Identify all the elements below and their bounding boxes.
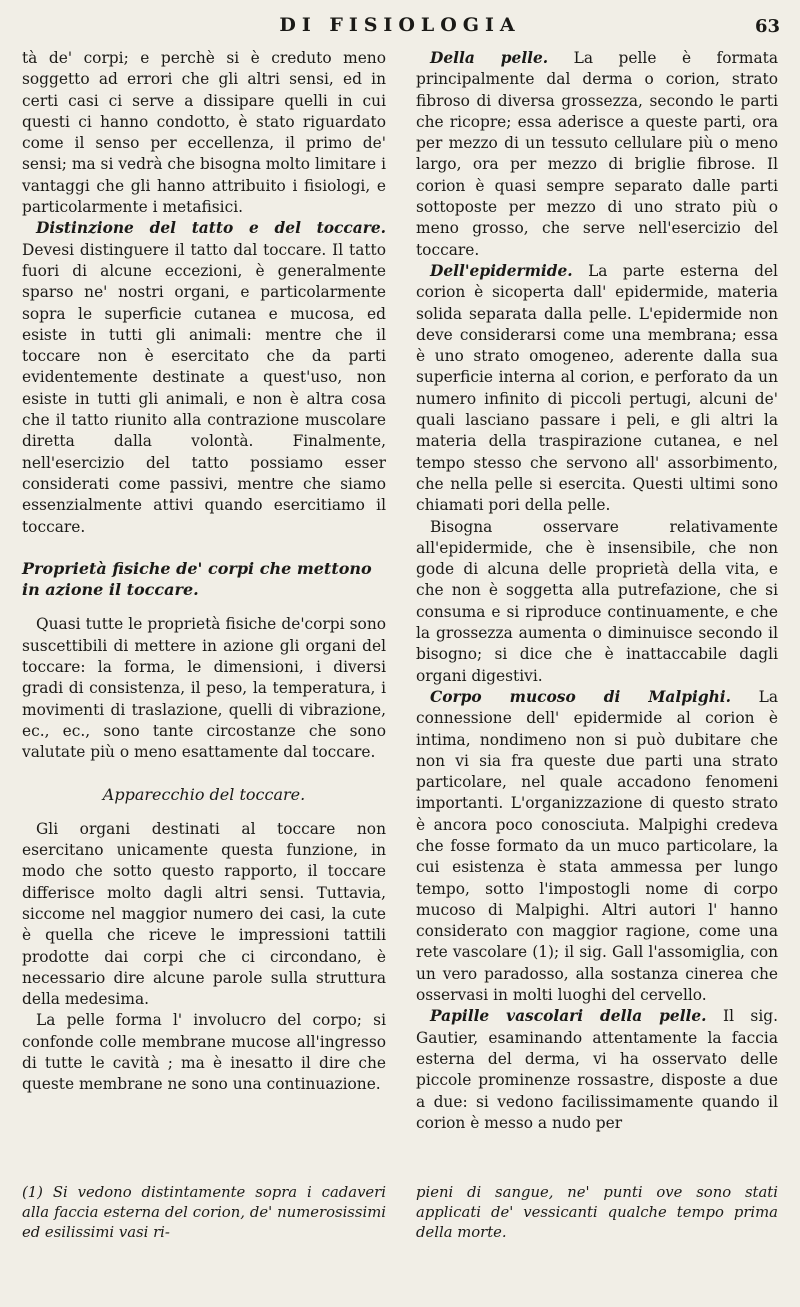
- right-column: [416, 48, 778, 1134]
- subheading: Papille vascolari della pelle.: [430, 1007, 707, 1026]
- paragraph: La pelle forma l' involucro del corpo; si confonde colle membrane mucose all'ingresso di tutte le cavità ; ma è inesatto il dire che queste membrane ne sono una continuazione.: [22, 1011, 386, 1094]
- page-number: 63: [754, 16, 780, 37]
- paragraph-text: Devesi distinguere il tatto dal toccare. Il tatto fuori di alcune eccezioni, è generalmente sparso ne' nostri organi, e particolarmente sopra le superficie cutanea e mucosa, ed esiste in tutti gli animali: mentre che il toccare non è esercitato che da parti evidentemente destinate a quest'uso, non esiste in tutti gli animali, e non è altra cosa che il tatto riunito alla contrazione muscolare diretta dalla volontà. Finalmente, nell'esercizio del tatto possiamo esser considerati come passivi, mentre che siamo essenzialmente attivi quando esercitiamo il toccare.: [22, 240, 386, 536]
- running-header: [0, 8, 800, 42]
- paragraph: Bisogna osservare relativamente all'epidermide, che è insensibile, che non gode di alcuna delle proprietà della vita, e che non è soggetta alla putrefazione, che si consuma e si riproduce continuamente, e che la grossezza aumenta o diminuisce secondo il bisogno; si dice che è inattaccabile dagli organi digestivi.: [416, 517, 778, 685]
- footnote-continued: pieni di sangue, ne' punti ove sono stati applicati de' vessicanti qualche tempo prima della morte.: [416, 1184, 778, 1241]
- paragraph: [416, 687, 778, 1006]
- paragraph-text: Il sig. Gautier, esaminando attentamente la faccia esterna del derma, vi ha osservato delle piccole prominenze rossastre, disposte a due a due: si vedono facilissimamente quando il corion è messo a nudo per: [416, 1007, 778, 1132]
- section-heading: Apparecchio del toccare.: [102, 784, 306, 804]
- left-column: [22, 48, 386, 1096]
- paragraph: tà de' corpi; e perchè si è creduto meno soggetto ad errori che gli altri sensi, ed in certi casi ci serve a dissipare quelli in cui questi ci hanno condotto, è stato riguardato come il senso per eccellenza, il primo de' sensi; ma si vedrà che bisogna molto limitare i vantaggi che gli hanno attribuito i fisiologi, e particolarmente i metafisici.: [22, 49, 386, 217]
- paragraph: [416, 261, 778, 517]
- paragraph-text: La pelle è formata principalmente dal derma o corion, strato fibroso di diversa grossezza, secondo le parti che ricopre; essa aderisce a queste parti, ora per mezzo di un tessuto cellulare più o meno largo, ora per mezzo di briglie fibrose. Il corion è quasi sempre separato dalle parti sottoposte per mezzo di uno strato più o meno grosso, che serve nell'esercizio del toccare.: [416, 49, 778, 259]
- subheading: Distinzione del tatto e del toccare.: [36, 219, 386, 238]
- paragraph-text: La parte esterna del corion è sicoperta dall' epidermide, materia solida separata dalla pelle. L'epidermide non deve considerarsi come una membrana; essa è uno strato omogeneo, aderente dalla sua superficie interna al corion, e perforato da un numero infinito di piccoli pertugi, alcuni de' quali lasciano passare i peli, e gli altri la materia della traspirazione cutanea, e nel tempo stesso che servono all' assorbimento, che nella pelle si esercita. Questi ultimi sono chiamati pori della pelle.: [416, 261, 778, 515]
- paragraph: Quasi tutte le proprietà fisiche de'corpi sono suscettibili di mettere in azione gli organi del toccare: la forma, le dimensioni, i diversi gradi di consistenza, il peso, la temperatura, i movimenti di traslazione, quelli di vibrazione, ec., ec., sono tante circostanze che sono valutate più o meno esattamente dal toccare.: [22, 615, 386, 762]
- paragraph: Gli organi destinati al toccare non esercitano unicamente questa funzione, in modo che sotto questo rapporto, il toccare differisce molto dagli altri sensi. Tuttavia, siccome nel maggior numero dei casi, la cute è quella che riceve le impressioni tattili prodotte dai corpi che ci circondano, è necessario dire alcune parole sulla struttura della medesima.: [22, 819, 386, 1009]
- paragraph: [22, 218, 386, 537]
- subheading: Corpo mucoso di Malpighi.: [430, 687, 732, 706]
- footnote: (1) Si vedono distintamente sopra i cadaveri alla faccia esterna del corion, de' numerosissimi ed esilissimi vasi ri-: [22, 1184, 386, 1241]
- subheading: Della pelle.: [430, 49, 549, 67]
- paragraph: [416, 48, 778, 261]
- paragraph-text: La connessione dell' epidermide al corion è intima, nondimeno non si può dubitare che non vi sia fra queste due parti una strato particolare, nel quale accadono fenomeni importanti. L'organizzazione di questo strato è ancora poco conosciuta. Malpighi credeva che fosse formato da un muco particolare, la cui esistenza è stata ammessa per lungo tempo, sotto l'impostogli nome di corpo mucoso di Malpighi. Altri autori l' hanno considerato con maggior ragione, come una rete vascolare (1); il sig. Gall l'assomiglia, con un vero paradosso, alla sostanza cinerea che osservasi in molti luoghi del cervello.: [416, 687, 778, 1005]
- section-heading: Proprietà fisiche de' corpi che mettono in azione il toccare.: [22, 558, 372, 600]
- running-title: DI FISIOLOGIA: [279, 14, 521, 36]
- paragraph: [416, 1006, 778, 1134]
- subheading: Dell'epidermide.: [430, 261, 573, 280]
